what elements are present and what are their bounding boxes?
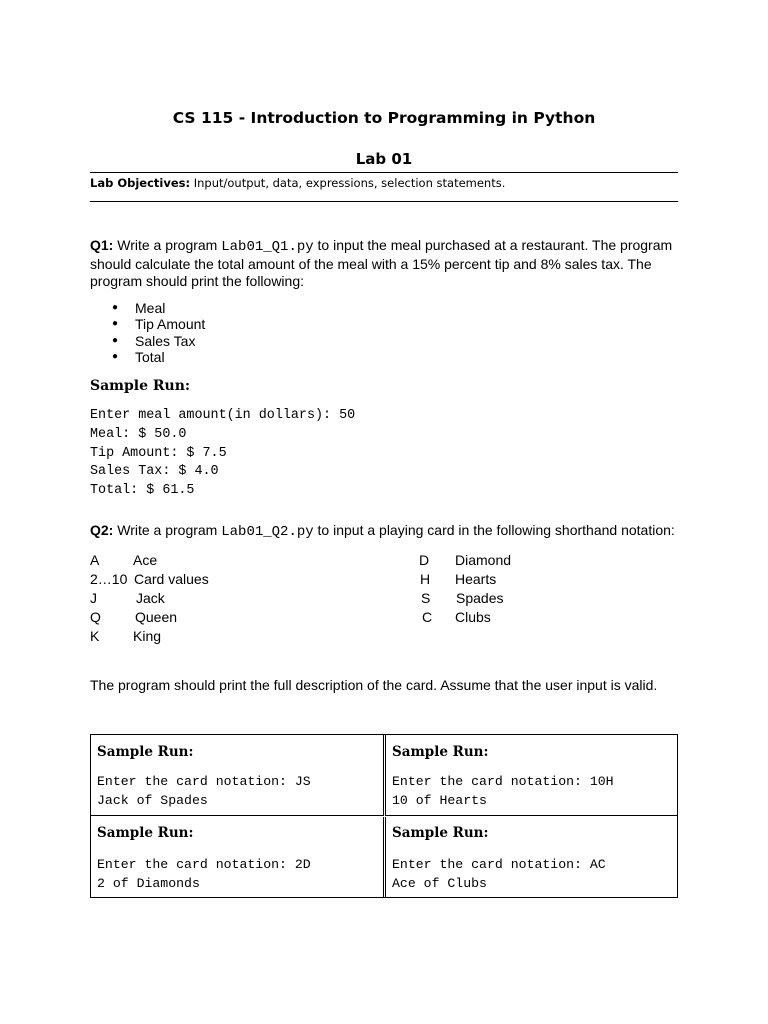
rank-name: Jack xyxy=(136,590,165,606)
suit-code: H xyxy=(420,571,431,587)
suit-name: Spades xyxy=(456,590,504,606)
rank-name: King xyxy=(133,628,162,644)
rank-name: Card values xyxy=(134,571,209,587)
q1-sample-run-heading: Sample Run: xyxy=(90,378,191,394)
rank-code: K xyxy=(90,628,100,644)
sample-run-output: Enter the card notation: AC Ace of Clubs xyxy=(392,857,606,891)
sample-run-cell xyxy=(91,735,384,816)
q2-filename: Lab01_Q2.py xyxy=(221,524,314,540)
sample-run-output: Enter the card notation: JS Jack of Spades xyxy=(97,774,311,808)
sample-run-heading: Sample Run: xyxy=(97,744,194,760)
sample-run-output: Enter the card notation: 2D 2 of Diamonds xyxy=(97,857,311,891)
bottom-rule xyxy=(90,201,678,202)
q1-text-after: to input the meal purchased at a restaurant. The program should calculate the total amount of the meal with a 15% percent tip and 8% sales tax. The program should print the following: xyxy=(90,237,673,289)
rank-name: Ace xyxy=(133,552,158,568)
rank-name: Queen xyxy=(135,609,178,625)
rank-code: J xyxy=(90,590,97,606)
q1-sample-output: Enter meal amount(in dollars): 50 Meal: $ 50.0 Tip Amount: $ 7.5 Sales Tax: $ 4.0 Total: $ 61.5 xyxy=(90,408,356,499)
q1-filename: Lab01_Q1.py xyxy=(221,239,314,255)
list-item: ● Meal xyxy=(90,300,205,316)
q2-description: The program should print the full description of the card. Assume that the user input is valid. xyxy=(90,677,658,693)
list-item: ● Tip Amount xyxy=(90,316,205,332)
sample-run-output: Enter the card notation: 10H 10 of Hearts xyxy=(392,774,614,808)
q1-prompt xyxy=(90,237,680,290)
q1-output-list xyxy=(90,300,205,365)
suit-code: S xyxy=(421,590,431,606)
top-rule xyxy=(90,172,678,173)
lab-number: Lab 01 xyxy=(355,150,413,168)
q2-text-after: to input a playing card in the following shorthand notation: xyxy=(317,522,675,538)
rank-code: 2…10 xyxy=(90,571,128,587)
suit-code: C xyxy=(422,609,433,625)
q1-label: Q1: xyxy=(90,237,114,253)
rank-code: A xyxy=(90,552,100,568)
sample-run-heading: Sample Run: xyxy=(392,825,489,841)
q2-label: Q2: xyxy=(90,522,114,538)
list-item: ● Total xyxy=(90,349,205,365)
suit-name: Hearts xyxy=(455,571,497,587)
sample-run-cell xyxy=(385,817,677,897)
q1-text-before: Write a program xyxy=(117,237,218,253)
sample-runs-table xyxy=(90,734,678,898)
q2-prompt xyxy=(90,522,680,541)
suit-name: Diamond xyxy=(455,552,512,568)
lab-objectives xyxy=(90,176,505,190)
objectives-text: Input/output, data, expressions, selection statements. xyxy=(193,176,506,190)
list-item: ● Sales Tax xyxy=(90,333,205,349)
sample-run-heading: Sample Run: xyxy=(392,744,489,760)
sample-run-cell xyxy=(91,817,384,897)
suit-name: Clubs xyxy=(455,609,491,625)
sample-run-cell xyxy=(385,735,677,816)
sample-run-heading: Sample Run: xyxy=(97,825,194,841)
rank-code: Q xyxy=(90,609,101,625)
suit-code: D xyxy=(419,552,430,568)
document-title: CS 115 - Introduction to Programming in Python xyxy=(172,109,596,127)
objectives-label: Lab Objectives: xyxy=(90,176,191,190)
q2-text-before: Write a program xyxy=(117,522,218,538)
